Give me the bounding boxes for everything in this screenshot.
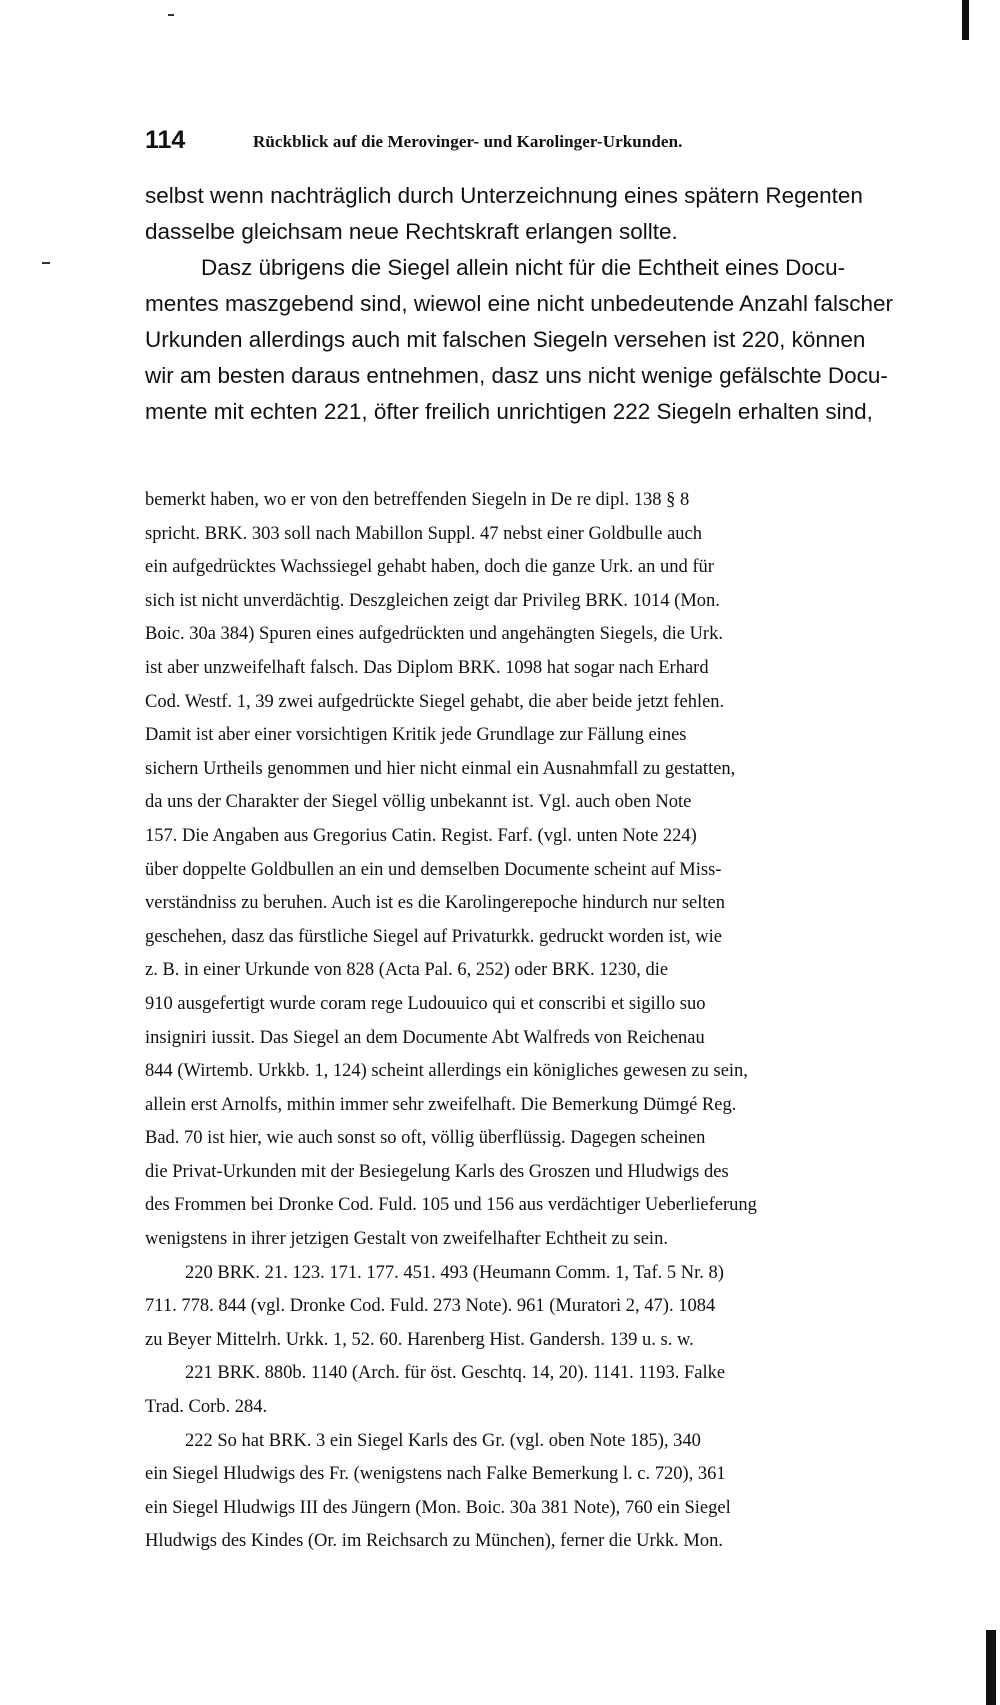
footnote-line: zu Beyer Mittelrh. Urkk. 1, 52. 60. Harenberg Hist. Gandersh. 139 u. s. w. — [145, 1329, 694, 1350]
footnote-line: 844 (Wirtemb. Urkkb. 1, 124) scheint allerdings ein königliches gewesen zu sein, — [145, 1061, 748, 1082]
footnote-line: sichern Urtheils genommen und hier nicht einmal ein Ausnahmfall zu gestatten, — [145, 758, 736, 779]
footnote-line: Cod. Westf. 1, 39 zwei aufgedrückte Siegel gehabt, die aber beide jetzt fehlen. — [145, 691, 725, 712]
footnote-line: Hludwigs des Kindes (Or. im Reichsarch zu München), ferner die Urkk. Mon. — [145, 1531, 723, 1552]
main-text-line: mentes maszgebend sind, wiewol eine nicht unbedeutende Anzahl falscher — [145, 291, 893, 316]
footnote-line: ist aber unzweifelhaft falsch. Das Diplom BRK. 1098 hat sogar nach Erhard — [145, 657, 709, 678]
footnote-line: 157. Die Angaben aus Gregorius Catin. Regist. Farf. (vgl. unten Note 224) — [145, 825, 697, 846]
footnote-line: ein Siegel Hludwigs des Fr. (wenigstens nach Falke Bemerkung l. c. 720), 361 — [145, 1464, 726, 1485]
footnote-line: ein aufgedrücktes Wachssiegel gehabt haben, doch die ganze Urk. an und für — [145, 557, 714, 578]
footnote-line: z. B. in einer Urkunde von 828 (Acta Pal. 6, 252) oder BRK. 1230, die — [145, 960, 669, 981]
footnote-line: ein Siegel Hludwigs III des Jüngern (Mon. Boic. 30a 381 Note), 760 ein Siegel — [145, 1497, 731, 1518]
main-text-line: mente mit echten 221, öfter freilich unrichtigen 222 Siegeln erhalten sind, — [145, 399, 873, 424]
footnote-line: wenigstens in ihrer jetzigen Gestalt von zweifelhafter Echtheit zu sein. — [145, 1229, 668, 1250]
running-head — [145, 126, 965, 158]
footnote-line: geschehen, dasz das fürstliche Siegel auf Privaturkk. gedruckt worden ist, wie — [145, 926, 722, 947]
footnote-line: des Frommen bei Dronke Cod. Fuld. 105 und 156 aus verdächtiger Ueberlieferung — [145, 1195, 757, 1216]
footnote-line: 910 ausgefertigt wurde coram rege Ludouuico qui et conscribi et sigillo suo — [145, 993, 706, 1014]
main-text-line: dasselbe gleichsam neue Rechtskraft erlangen sollte. — [145, 219, 678, 244]
footnote-line: insigniri iussit. Das Siegel an dem Documente Abt Walfreds von Reichenau — [145, 1027, 705, 1048]
page-number: 114 — [145, 126, 186, 154]
scan-dash-mark — [168, 14, 174, 16]
footnote-line: Boic. 30a 384) Spuren eines aufgedrückten und angehängten Siegels, die Urk. — [145, 624, 723, 645]
main-text-block — [145, 178, 965, 430]
main-text-line: wir am besten daraus entnehmen, dasz uns nicht wenige gefälschte Docu- — [145, 363, 888, 388]
footnote-line: Trad. Corb. 284. — [145, 1397, 268, 1418]
running-head-title: Rückblick auf die Merovinger- und Karolinger-Urkunden. — [253, 132, 683, 151]
footnote-line: 221 BRK. 880b. 1140 (Arch. für öst. Geschtq. 14, 20). 1141. 1193. Falke — [185, 1363, 726, 1384]
footnote-line: über doppelte Goldbullen an ein und demselben Documente scheint auf Miss- — [145, 859, 722, 880]
footnote-line: die Privat-Urkunden mit der Besiegelung Karls des Groszen und Hludwigs des — [145, 1161, 729, 1182]
footnote-line: sich ist nicht unverdächtig. Deszgleichen zeigt dar Privileg BRK. 1014 (Mon. — [145, 590, 720, 611]
footnote-line: 222 So hat BRK. 3 ein Siegel Karls des Gr. (vgl. oben Note 185), 340 — [185, 1430, 701, 1451]
scan-edge-mark-top — [962, 0, 969, 40]
main-text-line: selbst wenn nachträglich durch Unterzeichnung eines spätern Regenten — [145, 183, 863, 208]
footnote-line: 220 BRK. 21. 123. 171. 177. 451. 493 (Heumann Comm. 1, Taf. 5 Nr. 8) — [185, 1262, 724, 1283]
main-text-line: Urkunden allerdings auch mit falschen Siegeln versehen ist 220, können — [145, 327, 866, 352]
scan-dash-mark — [42, 262, 50, 264]
main-text-line: Dasz übrigens die Siegel allein nicht für die Echtheit eines Docu- — [201, 255, 846, 280]
footnote-line: bemerkt haben, wo er von den betreffenden Siegeln in De re dipl. 138 § 8 — [145, 490, 690, 510]
scan-edge-mark-bottom — [986, 1630, 996, 1705]
footnote-line: verständniss zu beruhen. Auch ist es die Karolingerepoche hindurch nur selten — [145, 893, 726, 914]
footnote-line: da uns der Charakter der Siegel völlig unbekannt ist. Vgl. auch oben Note — [145, 792, 692, 813]
footnote-line: Bad. 70 ist hier, wie auch sonst so oft, völlig überflüssig. Dagegen scheinen — [145, 1128, 706, 1149]
footnote-line: Damit ist aber einer vorsichtigen Kritik jede Grundlage zur Fällung eines — [145, 725, 687, 746]
footnote-line: 711. 778. 844 (vgl. Dronke Cod. Fuld. 273 Note). 961 (Muratori 2, 47). 1084 — [145, 1296, 716, 1317]
footnote-line: spricht. BRK. 303 soll nach Mabillon Suppl. 47 nebst einer Goldbulle auch — [145, 523, 702, 544]
footnotes-block — [145, 484, 975, 1559]
footnote-line: allein erst Arnolfs, mithin immer sehr zweifelhaft. Die Bemerkung Dümgé Reg. — [145, 1094, 737, 1115]
